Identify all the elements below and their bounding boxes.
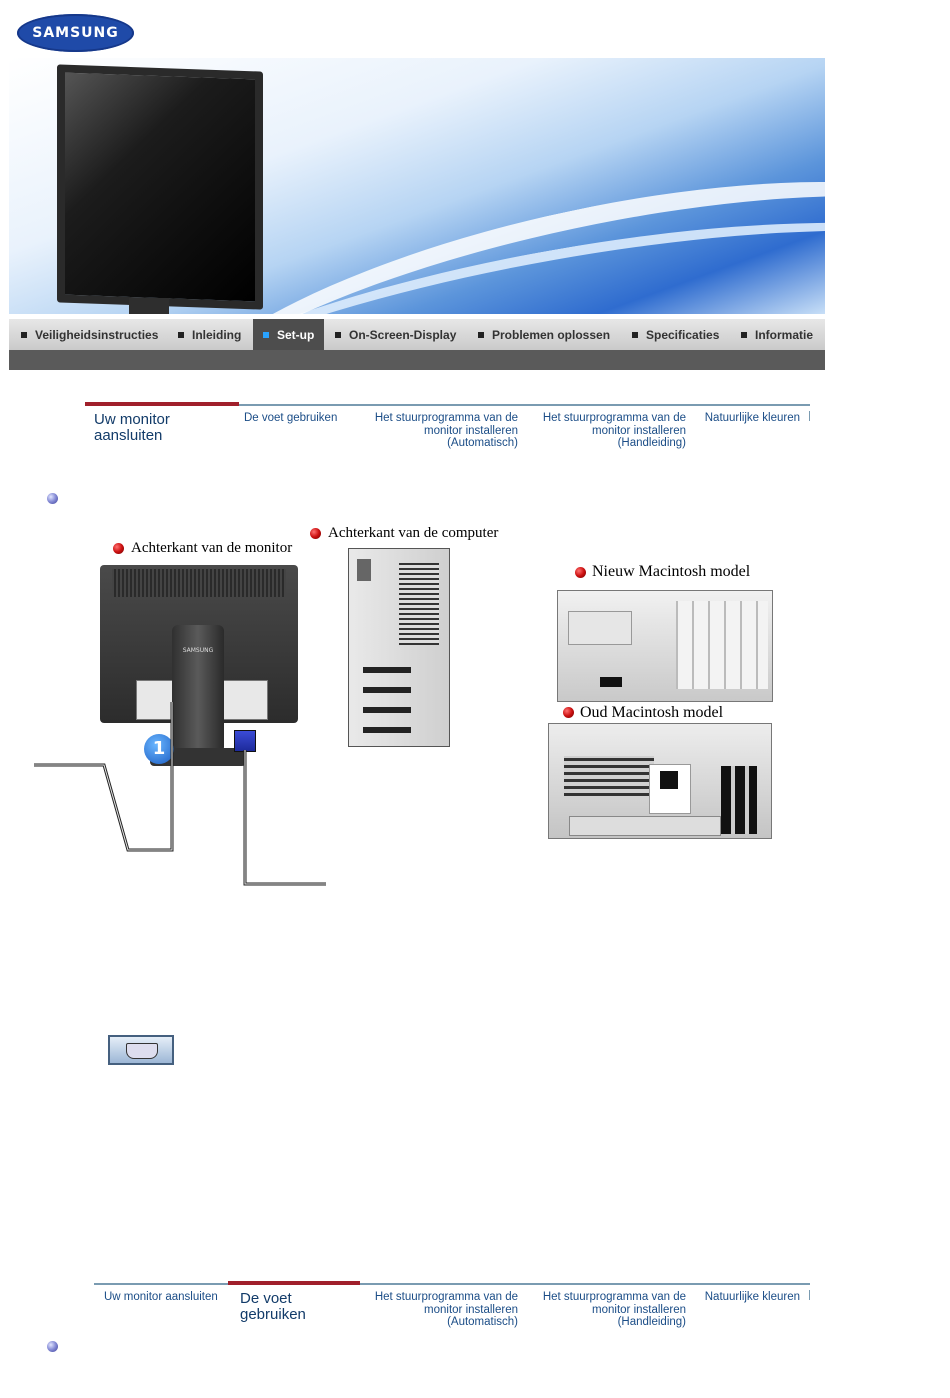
section-tabs-2 <box>94 1283 810 1345</box>
nav-label: Problemen oplossen <box>492 328 611 342</box>
main-nav <box>9 318 825 351</box>
computer-back-label: Achterkant van de computer <box>328 525 499 541</box>
nav-item-problemen-oplossen[interactable] <box>478 319 610 351</box>
d-sub-connector-icon <box>126 1043 158 1059</box>
callout-number-badge: 1 <box>144 734 174 764</box>
tower-slot <box>363 707 411 713</box>
nav-label: On-Screen-Display <box>349 328 457 342</box>
section-tabs <box>94 404 810 466</box>
section-bullet-icon <box>47 1341 58 1352</box>
tab-stuurprogramma-handleiding[interactable]: Het stuurprogramma van de monitor installeren (Handleiding) <box>542 1291 686 1328</box>
square-bullet-icon <box>478 332 484 338</box>
nav-label: Informatie <box>755 328 814 342</box>
tab-stuurprogramma-automatisch[interactable]: Het stuurprogramma van de monitor installeren (Automatisch) <box>374 412 518 449</box>
mac-port <box>600 677 622 687</box>
tab-separator <box>809 1290 810 1300</box>
square-bullet-icon <box>21 332 27 338</box>
power-cable <box>34 702 172 850</box>
tab-natuurlijke-kleuren[interactable]: Natuurlijke kleuren <box>704 412 800 424</box>
cables-drawing <box>0 690 340 890</box>
monitor-image <box>57 64 263 309</box>
square-bullet-icon <box>263 332 269 338</box>
red-bullet-icon <box>563 707 574 718</box>
tab-uw-monitor-aansluiten[interactable]: Uw monitor aansluiten <box>85 402 239 458</box>
square-bullet-icon <box>632 332 638 338</box>
square-bullet-icon <box>178 332 184 338</box>
mac-old-slots <box>721 766 757 834</box>
nav-item-set-up[interactable] <box>253 319 324 351</box>
pc-tower-back-image <box>348 548 450 747</box>
signal-cable <box>245 750 326 884</box>
tab-uw-monitor-aansluiten[interactable]: Uw monitor aansluiten <box>104 1291 218 1303</box>
nav-label: Veiligheidsinstructies <box>35 328 159 342</box>
red-bullet-icon <box>113 543 124 554</box>
nav-subbar <box>9 350 825 370</box>
square-bullet-icon <box>741 332 747 338</box>
tab-stuurprogramma-handleiding[interactable]: Het stuurprogramma van de monitor installeren (Handleiding) <box>542 412 686 449</box>
tower-vent <box>399 563 439 645</box>
tab-stuurprogramma-automatisch[interactable]: Het stuurprogramma van de monitor installeren (Automatisch) <box>374 1291 518 1328</box>
mac-old-psu <box>649 764 691 814</box>
nav-item-on-screen-display[interactable] <box>335 319 456 351</box>
vga-port-icon <box>108 1035 174 1065</box>
nav-item-veiligheidsinstructies[interactable] <box>21 319 158 351</box>
mac-new-label: Nieuw Macintosh model <box>592 563 751 580</box>
red-bullet-icon <box>310 528 321 539</box>
mac-old-vent <box>564 756 654 796</box>
nav-label: Set-up <box>277 328 315 342</box>
section-bullet-icon <box>47 493 58 504</box>
tab-natuurlijke-kleuren[interactable]: Natuurlijke kleuren <box>704 1291 800 1303</box>
tower-slot <box>363 667 411 673</box>
mac-new-back-image <box>557 590 773 702</box>
mac-expansion-slots <box>676 601 768 689</box>
mac-old-power-socket <box>660 771 678 789</box>
monitor-stand-image <box>129 298 169 314</box>
nav-item-specificaties[interactable] <box>632 319 719 351</box>
tab-separator <box>809 411 810 421</box>
header-banner <box>9 58 825 314</box>
square-bullet-icon <box>335 332 341 338</box>
samsung-logo[interactable] <box>17 14 134 52</box>
mac-old-back-image <box>548 723 772 839</box>
tab-de-voet-gebruiken[interactable]: De voet gebruiken <box>244 412 338 424</box>
tower-slot <box>363 727 411 733</box>
nav-label: Specificaties <box>646 328 720 342</box>
nav-label: Inleiding <box>192 328 242 342</box>
nav-item-informatie[interactable] <box>741 319 813 351</box>
tab-de-voet-gebruiken[interactable]: De voet gebruiken <box>228 1281 360 1337</box>
monitor-back-label: Achterkant van de monitor <box>131 540 293 556</box>
tower-slot <box>363 687 411 693</box>
red-bullet-icon <box>575 567 586 578</box>
logo-text: SAMSUNG <box>32 25 119 41</box>
mac-old-port-row <box>569 816 721 836</box>
power-cable-highlight <box>34 702 172 850</box>
tower-psu <box>357 559 371 581</box>
stand-brand-text: SAMSUNG <box>182 647 214 654</box>
signal-cable-highlight <box>245 750 326 884</box>
mac-old-label: Oud Macintosh model <box>580 704 724 721</box>
mac-panel <box>568 611 632 645</box>
nav-item-inleiding[interactable] <box>178 319 241 351</box>
